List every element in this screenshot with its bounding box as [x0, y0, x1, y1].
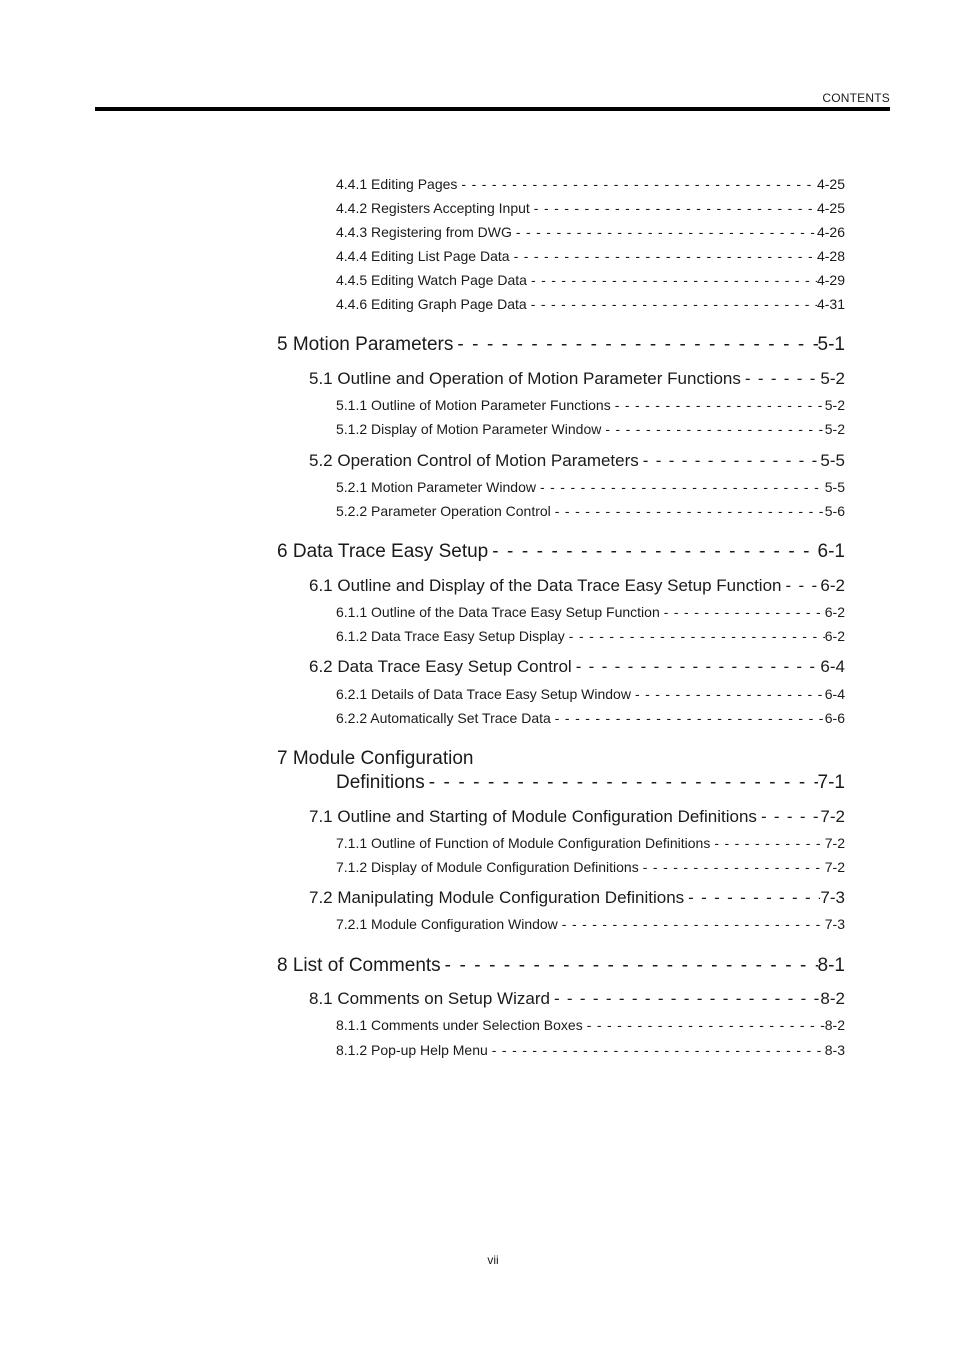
- toc-entry-label: 6.1 Outline and Display of the Data Trace Easy Setup Function: [309, 576, 782, 595]
- toc-entry-label: 6 Data Trace Easy Setup: [277, 541, 489, 562]
- toc-entry-page: 5-5: [820, 451, 845, 470]
- toc-entry-label: 8.1.1 Comments under Selection Boxes: [336, 1017, 583, 1033]
- toc-entry-label: 5.2.1 Motion Parameter Window: [336, 479, 536, 495]
- toc-entry-page: 8-2: [820, 989, 845, 1008]
- dot-leader: [688, 888, 820, 908]
- header-rule: [95, 107, 890, 111]
- dot-leader: [643, 859, 825, 875]
- toc-entry-label: 6.2.2 Automatically Set Trace Data: [336, 710, 551, 726]
- toc-entry-page: 6-2: [820, 576, 845, 595]
- toc-entry-label: 4.4.4 Editing List Page Data: [336, 248, 510, 264]
- dot-leader: [643, 451, 821, 471]
- dot-leader: [445, 955, 818, 977]
- page-number: vii: [487, 1253, 499, 1267]
- toc-entry-label: 4.4.2 Registers Accepting Input: [336, 200, 530, 216]
- dot-leader: [555, 710, 825, 726]
- toc-entry-4-4-4[interactable]: [336, 248, 845, 266]
- toc-entry-label: 5.1.2 Display of Motion Parameter Window: [336, 421, 602, 437]
- toc-entry-label: 6.2 Data Trace Easy Setup Control: [309, 657, 572, 676]
- dot-leader: [562, 916, 825, 932]
- toc-chapter-5[interactable]: [277, 334, 845, 358]
- toc-entry-label: 5 Motion Parameters: [277, 334, 454, 355]
- toc-entry-label: 8.1 Comments on Setup Wizard: [309, 989, 550, 1008]
- toc-entry-5-2-2[interactable]: [336, 503, 845, 521]
- toc-entry-label: 5.1 Outline and Operation of Motion Parameter Functions: [309, 369, 741, 388]
- toc-entry-5-1-2[interactable]: [336, 421, 845, 439]
- toc-entry-page: 8-1: [817, 955, 845, 976]
- dot-leader: [605, 421, 824, 437]
- toc-entry-page: 6-4: [824, 686, 845, 702]
- toc-entry-4-4-1[interactable]: [336, 176, 845, 194]
- dot-leader: [745, 369, 821, 389]
- dot-leader: [534, 200, 817, 216]
- dot-leader: [554, 989, 820, 1009]
- toc-entry-label: 7.2 Manipulating Module Configuration Definitions: [309, 888, 685, 907]
- toc-entry-page: 7-2: [824, 859, 845, 875]
- toc-entry-6-1-2[interactable]: [336, 628, 845, 646]
- toc-section-5-1[interactable]: [309, 369, 845, 391]
- toc-entry-7-1-1[interactable]: [336, 835, 845, 853]
- toc-entry-page: 4-28: [816, 248, 845, 264]
- toc-entry-label: 4.4.1 Editing Pages: [336, 176, 458, 192]
- dot-leader: [516, 224, 817, 240]
- toc-chapter-6[interactable]: [277, 541, 845, 565]
- toc-entry-page: 6-6: [824, 710, 845, 726]
- dot-leader: [635, 686, 825, 702]
- dot-leader: [457, 334, 817, 356]
- toc-entry-5-1-1[interactable]: [336, 397, 845, 415]
- toc-entry-page: 7-1: [817, 772, 845, 793]
- dot-leader: [540, 479, 825, 495]
- dot-leader: [492, 1042, 825, 1058]
- dot-leader: [664, 604, 825, 620]
- toc-entry-page: 5-2: [824, 421, 845, 437]
- toc-section-6-1[interactable]: [309, 576, 845, 598]
- toc-entry-4-4-6[interactable]: [336, 296, 845, 314]
- dot-leader: [714, 835, 824, 851]
- toc-entry-page: 4-31: [816, 296, 845, 312]
- toc-entry-6-2-2[interactable]: [336, 710, 845, 728]
- toc-entry-label: 6.2.1 Details of Data Trace Easy Setup Window: [336, 686, 631, 702]
- toc-entry-page: 6-2: [824, 628, 845, 644]
- toc-entry-7-2-1[interactable]: [336, 916, 845, 934]
- dot-leader: [587, 1017, 825, 1033]
- dot-leader: [514, 248, 817, 264]
- toc-section-7-1[interactable]: [309, 807, 845, 829]
- dot-leader: [531, 272, 817, 288]
- toc-entry-page: 8-3: [824, 1042, 845, 1058]
- dot-leader: [461, 176, 817, 192]
- dot-leader: [576, 657, 821, 677]
- toc-entry-label: 5.1.1 Outline of Motion Parameter Functions: [336, 397, 611, 413]
- toc-entry-label: 4.4.3 Registering from DWG: [336, 224, 512, 240]
- toc-entry-page: 5-2: [820, 369, 845, 388]
- toc-chapter-7-title-line1: 7 Module Configuration: [277, 748, 474, 769]
- dot-leader: [615, 397, 825, 413]
- toc-entry-label: Definitions: [336, 772, 425, 793]
- toc-entry-page: 4-25: [816, 200, 845, 216]
- toc-entry-label: 6.1.1 Outline of the Data Trace Easy Setup Function: [336, 604, 660, 620]
- dot-leader: [531, 296, 817, 312]
- toc-entry-page: 7-3: [820, 888, 845, 907]
- toc-chapter-8[interactable]: [277, 955, 845, 979]
- dot-leader: [786, 576, 821, 596]
- toc-entry-label: 5.2 Operation Control of Motion Parameters: [309, 451, 639, 470]
- toc-section-8-1[interactable]: [309, 989, 845, 1011]
- toc-entry-page: 5-1: [817, 334, 845, 355]
- toc-entry-page: 6-2: [824, 604, 845, 620]
- toc-entry-8-1-2[interactable]: [336, 1042, 845, 1060]
- toc-entry-label: 7.1.2 Display of Module Configuration Definitions: [336, 859, 639, 875]
- toc-entry-5-2-1[interactable]: [336, 479, 845, 497]
- toc-entry-6-1-1[interactable]: [336, 604, 845, 622]
- toc-entry-label: 5.2.2 Parameter Operation Control: [336, 503, 551, 519]
- toc-entry-4-4-3[interactable]: [336, 224, 845, 242]
- toc-entry-page: 6-1: [817, 541, 845, 562]
- dot-leader: [492, 541, 817, 563]
- toc-entry-page: 5-6: [824, 503, 845, 519]
- toc-entry-page: 5-5: [824, 479, 845, 495]
- toc-entry-label: 6.1.2 Data Trace Easy Setup Display: [336, 628, 565, 644]
- toc-entry-8-1-1[interactable]: [336, 1017, 845, 1035]
- toc-entry-4-4-2[interactable]: [336, 200, 845, 218]
- toc-entry-page: 7-3: [824, 916, 845, 932]
- toc-entry-label: 4.4.5 Editing Watch Page Data: [336, 272, 527, 288]
- toc-entry-label: 7.2.1 Module Configuration Window: [336, 916, 558, 932]
- dot-leader: [569, 628, 825, 644]
- toc-entry-page: 4-25: [816, 176, 845, 192]
- toc-entry-label: 8.1.2 Pop-up Help Menu: [336, 1042, 488, 1058]
- toc-entry-page: 7-2: [824, 835, 845, 851]
- dot-leader: [429, 772, 818, 794]
- toc-entry-page: 4-29: [816, 272, 845, 288]
- toc-entry-page: 4-26: [816, 224, 845, 240]
- toc-entry-page: 5-2: [824, 397, 845, 413]
- running-header: CONTENTS: [822, 91, 890, 105]
- toc-entry-label: 4.4.6 Editing Graph Page Data: [336, 296, 527, 312]
- toc-entry-page: 8-2: [824, 1017, 845, 1033]
- toc-entry-7-1-2[interactable]: [336, 859, 845, 877]
- toc-entry-6-2-1[interactable]: [336, 686, 845, 704]
- toc-section-7-2[interactable]: [309, 888, 845, 910]
- toc-section-6-2[interactable]: [309, 657, 845, 679]
- toc-entry-label: 7.1 Outline and Starting of Module Configuration Definitions: [309, 807, 757, 826]
- toc-entry-page: 6-4: [820, 657, 845, 676]
- dot-leader: [761, 807, 820, 827]
- toc-entry-page: 7-2: [820, 807, 845, 826]
- dot-leader: [555, 503, 825, 519]
- toc-chapter-7[interactable]: [336, 772, 845, 796]
- toc-section-5-2[interactable]: [309, 451, 845, 473]
- toc-entry-label: 8 List of Comments: [277, 955, 441, 976]
- toc-entry-4-4-5[interactable]: [336, 272, 845, 290]
- toc-entry-label: 7.1.1 Outline of Function of Module Configuration Definitions: [336, 835, 711, 851]
